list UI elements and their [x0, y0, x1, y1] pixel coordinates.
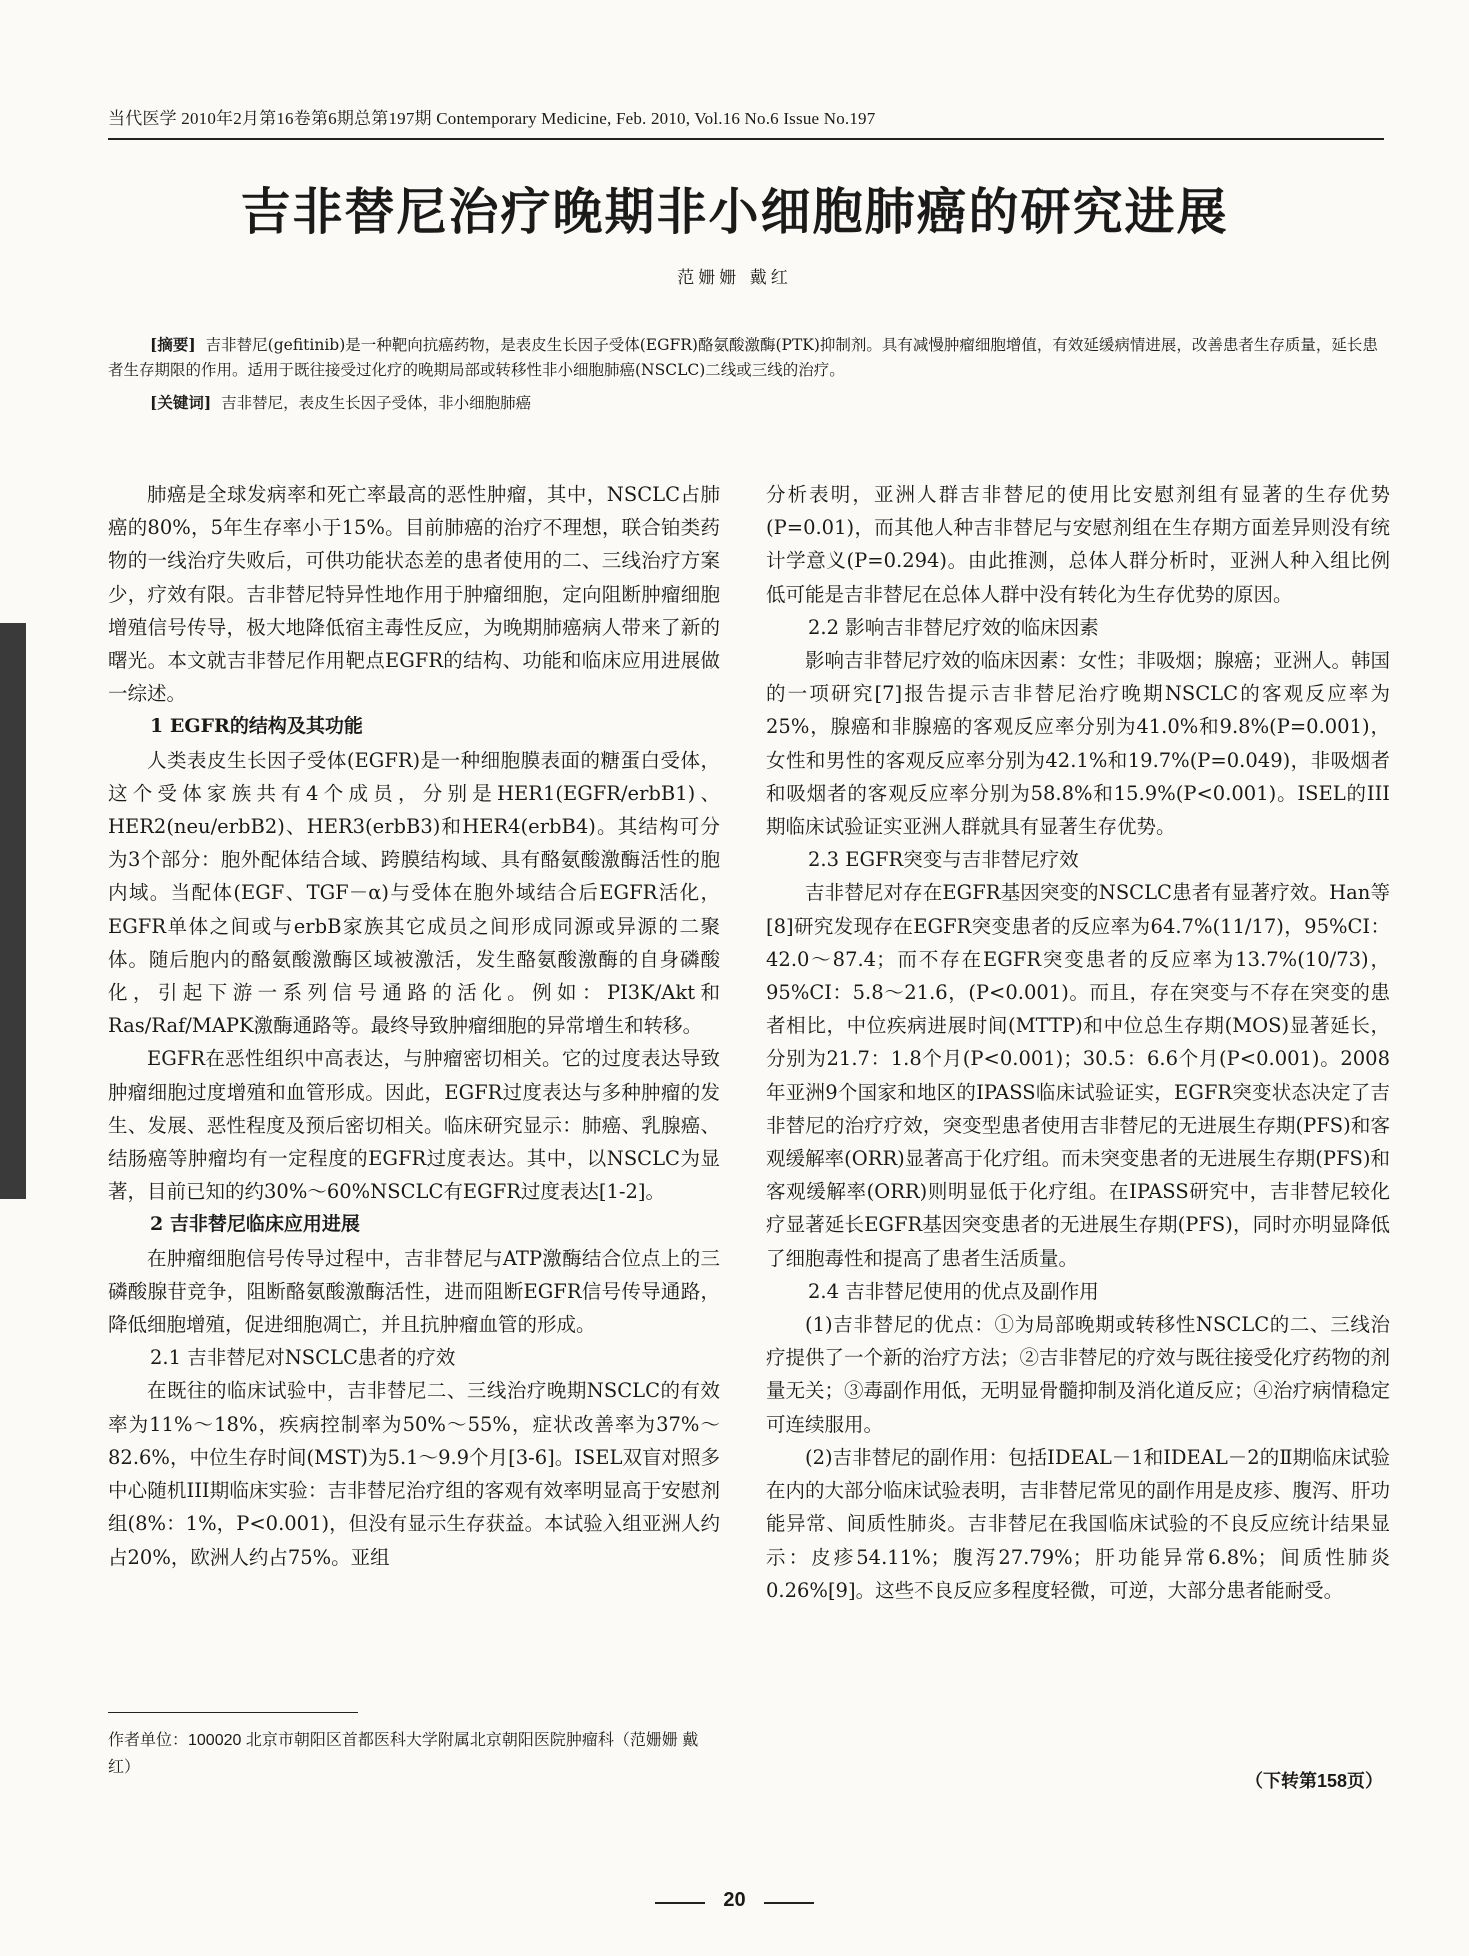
header-rule	[108, 138, 1384, 140]
subsection-heading: 2.4 吉非替尼使用的优点及副作用	[808, 1279, 1099, 1303]
author-affiliation-footnote: 作者单位：100020 北京市朝阳区首都医科大学附属北京朝阳医院肿瘤科（范姗姗 戴红）	[108, 1732, 699, 1776]
subsection-heading: 2.3 EGFR突变与吉非替尼疗效	[808, 848, 1079, 872]
article-title: 吉非替尼治疗晚期非小细胞肺癌的研究进展	[240, 182, 1229, 241]
paragraph: (1)吉非替尼的优点：①为局部晚期或转移性NSCLC的二、三线治疗提供了一个新的治疗方法；②吉非替尼的疗效与既往接受化疗药物的剂量无关；③毒副作用低，无明显骨髓抑制及消化道反应；④治疗病情稳定可连续服用。	[766, 1313, 1391, 1436]
keywords-label: [关键词]	[150, 393, 212, 412]
scan-edge-shadow	[0, 623, 26, 1199]
keywords	[150, 390, 1384, 416]
section-heading: 2 吉非替尼临床应用进展	[150, 1213, 360, 1236]
right-column	[766, 478, 1390, 1607]
paragraph: 肺癌是全球发病率和死亡率最高的恶性肿瘤，其中，NSCLC占肺癌的80%，5年生存率小于15%。目前肺癌的治疗不理想，联合铂类药物的一线治疗失败后，可供功能状态差的患者使用的二、三线治疗方案少，疗效有限。吉非替尼特异性地作用于肿瘤细胞，定向阻断肿瘤细胞增殖信号传导，极大地降低宿主毒性反应，为晚期肺癌病人带来了新的曙光。本文就吉非替尼作用靶点EGFR的结构、功能和临床应用进展做一综述。	[108, 483, 720, 706]
subsection-heading: 2.1 吉非替尼对NSCLC患者的疗效	[150, 1346, 456, 1370]
journal-header: 当代医学 2010年2月第16卷第6期总第197期 Contemporary Medicine, Feb. 2010, Vol.16 No.6 Issue No.197	[108, 109, 876, 128]
paragraph: 吉非替尼对存在EGFR基因突变的NSCLC患者有显著疗效。Han等[8]研究发现存在EGFR突变患者的反应率为64.7%(11/17)，95%CI：42.0～87.4；而不存在EGFR突变患者的反应率为13.7%(10/73)，95%CI：5.8～21.6，(P<0.001)。而且，存在突变与不存在突变的患者相比，中位疾病进展时间(MTTP)和中位总生存期(MOS)显著延长，分别为21.7：1.8个月(P<0.001)；30.5：6.6个月(P<0.001)。2008年亚洲9个国家和地区的IPASS临床试验证实，EGFR突变状态决定了吉非替尼的治疗疗效，突变型患者使用吉非替尼的无进展生存期(PFS)和客观缓解率(ORR)显著高于化疗组。而未突变患者的无进展生存期(PFS)和客观缓解率(ORR)则明显低于化疗组。在IPASS研究中，吉非替尼较化疗显著延长EGFR基因突变患者的无进展生存期(PFS)，同时亦明显降低了细胞毒性和提高了患者生活质量。	[766, 881, 1390, 1270]
subsection-heading: 2.2 影响吉非替尼疗效的临床因素	[808, 615, 1099, 639]
paragraph: 分析表明，亚洲人群吉非替尼的使用比安慰剂组有显著的生存优势(P=0.01)，而其他人种吉非替尼与安慰剂组在生存期方面差异则没有统计学意义(P=0.294)。由此推测，总体人群分析时，亚洲人种入组比例低可能是吉非替尼在总体人群中没有转化为生存优势的原因。	[766, 483, 1390, 606]
page-number: 20	[723, 1889, 746, 1911]
page-number-rule-right	[764, 1902, 814, 1904]
keywords-text: 吉非替尼，表皮生长因子受体，非小细胞肺癌	[221, 394, 532, 412]
paragraph: 人类表皮生长因子受体(EGFR)是一种细胞膜表面的糖蛋白受体，这个受体家族共有4个成员，分别是HER1(EGFR/erbB1)、HER2(neu/erbB2)、HER3(erbB3)和HER4(erbB4)。其结构可分为3个部分：胞外配体结合域、跨膜结构域、具有酪氨酸激酶活性的胞内域。当配体(EGF、TGF－α)与受体在胞外域结合后EGFR活化，EGFR单体之间或与erbB家族其它成员之间形成同源或异源的二聚体。随后胞内的酪氨酸激酶区域被激活，发生酪氨酸激酶的自身磷酸化，引起下游一系列信号通路的活化。例如：PI3K/Akt和Ras/Raf/MAPK激酶通路等。最终导致肿瘤细胞的异常增生和转移。	[108, 748, 720, 1038]
left-column	[108, 478, 720, 1574]
paragraph: 在既往的临床试验中，吉非替尼二、三线治疗晚期NSCLC的有效率为11%～18%，疾病控制率为50%～55%，症状改善率为37%～82.6%，中位生存时间(MST)为5.1～9.9个月[3-6]。ISEL双盲对照多中心随机III期临床实验：吉非替尼治疗组的客观有效率明显高于安慰剂组(8%：1%，P<0.001)，但没有显示生存获益。本试验入组亚洲人约占20%，欧洲人约占75%。亚组	[108, 1379, 720, 1569]
abstract-text: 吉非替尼(gefitinib)是一种靶向抗癌药物，是表皮生长因子受体(EGFR)酪氨酸激酶(PTK)抑制剂。具有减慢肿瘤细胞增值，有效延缓病情进展，改善患者生存质量，延长患者生存期限的作用。适用于既往接受过化疗的晚期局部或转移性非小细胞肺癌(NSCLC)二线或三线的治疗。	[108, 336, 1378, 379]
continued-on-page: （下转第158页）	[1244, 1771, 1383, 1791]
article-authors: 范姗姗 戴红	[677, 268, 792, 288]
paragraph: (2)吉非替尼的副作用：包括IDEAL－1和IDEAL－2的Ⅱ期临床试验在内的大部分临床试验表明，吉非替尼常见的副作用是皮疹、腹泻、肝功能异常、间质性肺炎。吉非替尼在我国临床试验的不良反应统计结果显示：皮疹54.11%；腹泻27.79%；肝功能异常6.8%；间质性肺炎0.26%[9]。这些不良反应多程度轻微，可逆，大部分患者能耐受。	[766, 1445, 1391, 1602]
paragraph: 影响吉非替尼疗效的临床因素：女性；非吸烟；腺癌；亚洲人。韩国的一项研究[7]报告提示吉非替尼治疗晚期NSCLC的客观反应率为25%，腺癌和非腺癌的客观反应率分别为41.0%和9.8%(P=0.001)，女性和男性的客观反应率分别为42.1%和19.7%(P=0.049)，非吸烟者和吸烟者的客观反应率分别为58.8%和15.9%(P<0.001)。ISEL的III期临床试验证实亚洲人群就具有显著生存优势。	[766, 649, 1391, 839]
abstract	[108, 332, 1384, 383]
section-heading: 1 EGFR的结构及其功能	[150, 715, 363, 738]
footnote-rule	[108, 1712, 358, 1713]
paragraph: 在肿瘤细胞信号传导过程中，吉非替尼与ATP激酶结合位点上的三磷酸腺苷竞争，阻断酪氨酸激酶活性，进而阻断EGFR信号传导通路，降低细胞增殖，促进细胞凋亡，并且抗肿瘤血管的形成。	[108, 1246, 720, 1337]
abstract-label: [摘要]	[150, 335, 196, 354]
paragraph: EGFR在恶性组织中高表达，与肿瘤密切相关。它的过度表达导致肿瘤细胞过度增殖和血管形成。因此，EGFR过度表达与多种肿瘤的发生、发展、恶性程度及预后密切相关。临床研究显示：肺癌、乳腺癌、结肠癌等肿瘤均有一定程度的EGFR过度表达。其中，以NSCLC为显著，目前已知的约30%～60%NSCLC有EGFR过度表达[1-2]。	[108, 1047, 720, 1204]
